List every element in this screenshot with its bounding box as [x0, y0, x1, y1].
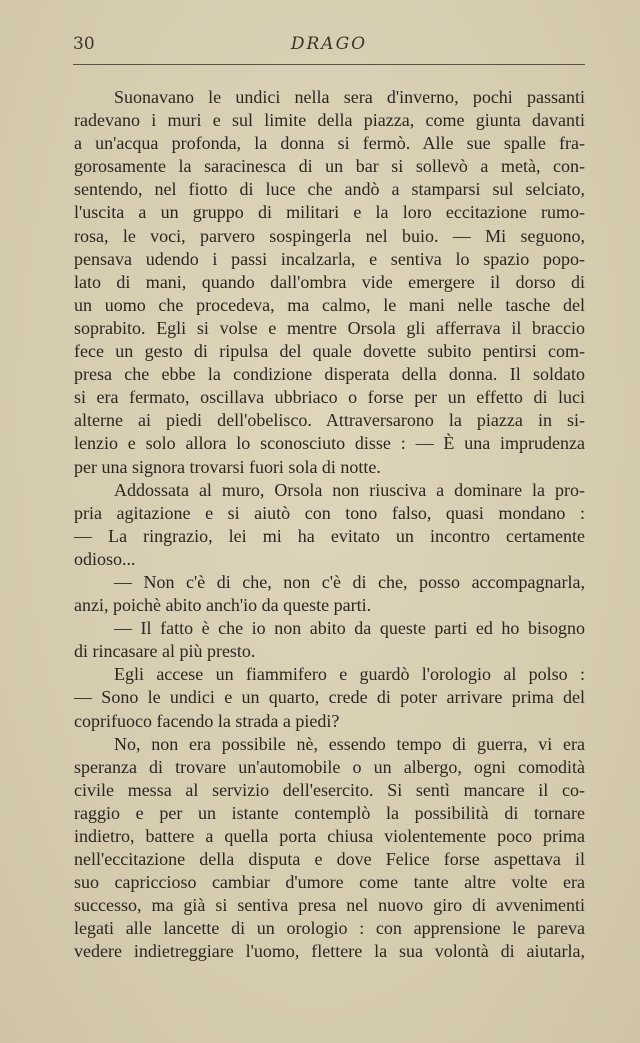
text-line: sentendo, nel fiotto di luce che andò a stamparsi sul selciato,	[74, 179, 585, 200]
text-line: vedere indietreggiare l'uomo, flettere la sua volontà di aiutarla,	[74, 941, 585, 962]
text-line: pria agitazione e si aiutò con tono falso, quasi mondano :	[74, 502, 585, 523]
text-line: soprabito. Egli si volse e mentre Orsola gli afferrava il braccio	[74, 317, 585, 338]
text-line: anzi, poichè abito anch'io da queste parti.	[74, 595, 372, 616]
text-line: — La ringrazio, lei mi ha evitato un incontro certamente	[74, 525, 585, 546]
text-line: Suonavano le undici nella sera d'inverno, pochi passanti	[114, 87, 585, 107]
text-line: odioso...	[74, 548, 136, 569]
text-line: di rincasare al più presto.	[74, 641, 256, 662]
text-line: lenzio e solo allora lo sconosciuto disse : — È una imprudenza	[74, 433, 585, 454]
text-line: — Non c'è di che, non c'è di che, posso accompagnarla,	[114, 571, 585, 592]
text-line: successo, ma già si sentiva presa nel nuovo giro di avvenimenti	[74, 895, 585, 916]
text-line: presa che ebbe la condizione disperata della donna. Il soldato	[74, 364, 585, 385]
text-line: un uomo che procedeva, ma calmo, le mani nelle tasche del	[74, 294, 585, 315]
text-line: — Sono le undici e un quarto, crede di poter arrivare prima del	[74, 687, 585, 708]
text-line: rosa, le voci, parvero sospingerla nel buio. — Mi seguono,	[74, 225, 585, 246]
text-line: Addossata al muro, Orsola non riusciva a dominare la pro-	[114, 479, 585, 500]
text-line: per una signora trovarsi fuori sola di notte.	[74, 456, 381, 477]
text-line: fece un gesto di ripulsa del quale dovette subito pentirsi com-	[74, 341, 585, 362]
text-line: coprifuoco facendo la strada a piedi?	[74, 710, 340, 731]
text-line: Egli accese un fiammifero e guardò l'orologio al polso :	[114, 664, 585, 685]
page-number: 30	[73, 34, 95, 54]
text-line: suo capriccioso cambiar d'umore come tante altre volte era	[74, 872, 585, 893]
text-line: radevano i muri e sul limite della piazza, come giunta davanti	[74, 110, 585, 131]
body-text	[74, 86, 585, 964]
text-line: — Il fatto è che io non abito da queste parti ed ho bisogno	[114, 618, 585, 639]
running-title: DRAGO	[290, 34, 368, 54]
text-line: legati alle lancette di un orologio : con apprensione le pareva	[74, 918, 585, 939]
text-line: l'uscita a un gruppo di militari e la loro eccitazione rumo-	[74, 202, 585, 223]
page-header	[73, 32, 585, 58]
text-line: indietro, battere a quella porta chiusa violentemente poco prima	[74, 826, 585, 846]
header-rule	[73, 64, 585, 65]
text-line: lato di mani, quando dall'ombra vide emergere il dorso di	[74, 271, 585, 292]
text-line: nell'eccitazione della disputa e dove Felice forse aspettava il	[74, 849, 585, 870]
text-line: a un'acqua profonda, la donna si fermò. Alle sue spalle fra-	[74, 133, 585, 154]
text-line: pensava udendo i passi incalzarla, e sentiva lo spazio popo-	[74, 248, 585, 269]
text-line: speranza di trovare un'automobile o un albergo, ogni comodità	[74, 756, 585, 777]
text-line: si era fermato, oscillava ubbriaco o forse per un effetto di luci	[74, 387, 585, 408]
text-line: No, non era possibile nè, essendo tempo di guerra, vi era	[114, 733, 585, 754]
text-line: gorosamente la saracinesca di un bar si sollevò a metà, con-	[74, 156, 585, 177]
text-line: raggio e per un istante contemplò la possibilità di tornare	[74, 802, 585, 823]
text-line: civile messa al servizio dell'esercito. Si sentì mancare il co-	[74, 779, 585, 800]
text-line: alterne ai piedi dell'obelisco. Attraversarono la piazza in si-	[74, 410, 585, 431]
